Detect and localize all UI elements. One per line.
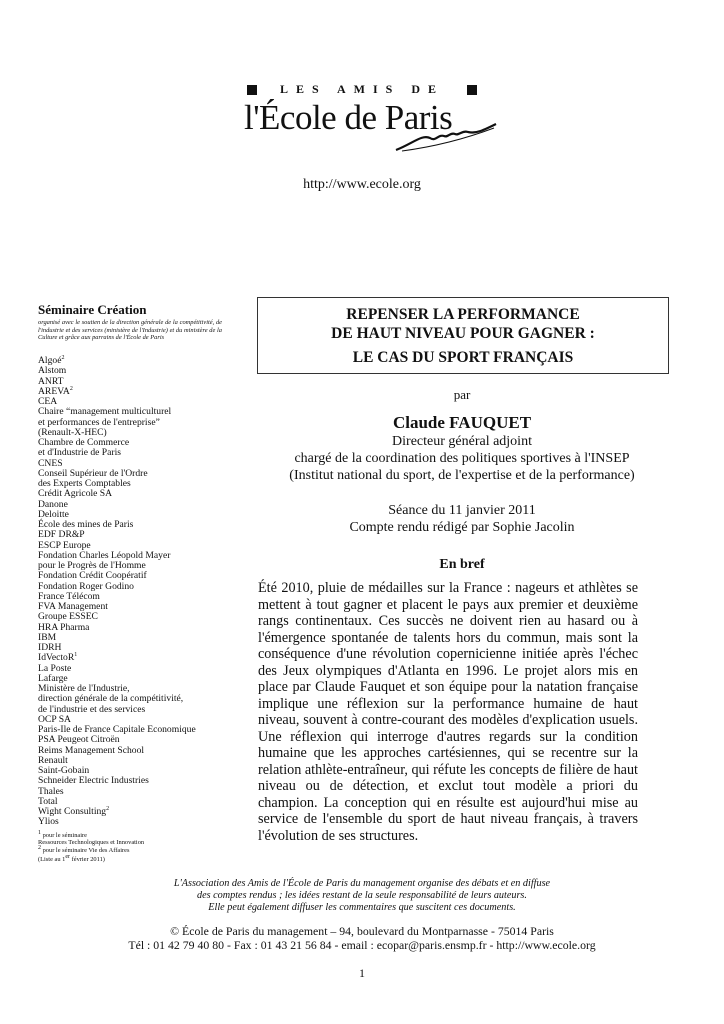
par-label: par	[453, 387, 471, 402]
sponsor-name: IdVectoR	[38, 652, 75, 664]
footnote-1-text: pour le séminaire	[42, 832, 87, 839]
seminar-description: organisé avec le soutien de la direction générale de la compétitivité, de l'industrie et des services (ministère de l'Industrie) et du ministère de la Culture et grâce aux parrains de l'École de Paris	[38, 319, 222, 342]
sponsor-item	[38, 387, 238, 397]
sponsor-item	[38, 787, 238, 797]
sponsor-item	[38, 807, 238, 817]
sponsor-name: Renault	[38, 754, 68, 766]
sponsor-item	[38, 776, 238, 786]
sponsor-name: des Experts Comptables	[38, 478, 131, 489]
sponsor-name: IDRH	[38, 642, 62, 653]
footer-contact: Tél : 01 42 79 40 80 - Fax : 01 43 21 56 84 - email : ecopar@paris.ensmp.fr - http://www.ecole.org	[128, 938, 596, 952]
sponsor-item	[38, 448, 238, 458]
sponsor-name: Fondation Charles Léopold Mayer	[38, 549, 171, 561]
seance-date: Séance du 11 janvier 2011	[388, 503, 536, 518]
sponsor-name: Paris-Ile de France Capitale Economique	[38, 724, 196, 735]
title-line-2: DE HAUT NIVEAU POUR GAGNER :	[331, 325, 595, 342]
sponsor-name: HRA Pharma	[38, 621, 90, 633]
header-url[interactable]: http://www.ecole.org	[303, 177, 421, 192]
sponsor-footnote-mark: 2	[69, 385, 73, 392]
sponsor-item	[38, 489, 238, 499]
sponsor-footnote-mark: 2	[61, 354, 65, 361]
sponsor-footnote-mark: 1	[74, 652, 78, 659]
sponsor-name: Chambre de Commerce	[38, 437, 130, 448]
list-date-sup: er	[65, 853, 71, 860]
report-author: Compte rendu rédigé par Sophie Jacolin	[349, 520, 575, 535]
sponsor-name: ESCP Europe	[38, 539, 91, 551]
sponsor-item	[38, 746, 238, 756]
sponsor-name: EDF DR&P	[38, 529, 85, 541]
author-role-3: (Institut national du sport, de l'expertise et de la performance)	[289, 468, 635, 483]
page-number: 1	[359, 966, 365, 980]
title-line-3: LE CAS DU SPORT FRANÇAIS	[352, 349, 574, 366]
assoc-line-2: des comptes rendus ; les idées restant de la seule responsabilité de leurs auteurs.	[197, 890, 527, 901]
square-left-icon	[247, 85, 257, 95]
sponsor-name: (Renault-X-HEC)	[38, 426, 107, 438]
sponsor-name: Deloitte	[38, 508, 69, 520]
sponsor-footnote-mark: 2	[106, 805, 110, 812]
footnote-2-mark: 2	[38, 844, 41, 851]
logo-swash-icon	[392, 120, 502, 156]
summary-text: Été 2010, pluie de médailles sur la France : nageurs et athlètes se mettent à tout gagner et placent le pays aux premier et deuxième rangs continentaux. Ces succès ne doivent rien au hasard ou à l'émergence spontanée de talents hors du commun, mais sont la conséquence d'une révolution copernicienne initiée après l'échec des Jeux olympiques d'Atlanta en 1996. Le projet alors mis en place par Claude Fauquet et son équipe pour la natation française implique une réflexion sur la performance humaine de haut niveau, souvent à contre-courant des modèles d'explication usuels. Une réflexion qui interroge d'autres regards sur la condition humaine que les approches cartésiennes, qui se recentre sur la relation athlète-entraîneur, qui réfute les concepts de filière de haut niveau ou de détection, et exclut tout modèle a priori du champion. La conception qui en résulte est aujourd'hui mise au service de l'ensemble du sport de haut niveau français, à travers l'évolution de ses structures.	[258, 580, 638, 844]
sponsor-item	[38, 817, 238, 827]
sponsor-name: AREVA	[38, 385, 70, 397]
sponsor-name: OCP SA	[38, 713, 71, 725]
sponsor-name: ANRT	[38, 375, 64, 387]
sponsor-name: Lafarge	[38, 672, 68, 684]
footnote-2-text: pour le séminaire Vie des Affaires	[42, 846, 130, 854]
title-line-1: REPENSER LA PERFORMANCE	[346, 306, 580, 323]
sponsor-name: PSA Peugeot Citroën	[38, 734, 120, 746]
author-name: Claude FAUQUET	[392, 413, 532, 432]
sponsor-name: Thales	[38, 785, 64, 797]
footnote-1-mark: 1	[38, 829, 41, 836]
sponsor-name: et d'Industrie de Paris	[38, 447, 121, 459]
logo-top-line	[247, 82, 477, 97]
sponsor-name: Wight Consulting	[38, 806, 107, 817]
logo-main-text: l'École de Paris	[244, 98, 453, 137]
sponsor-name: Ministère de l'Industrie,	[38, 683, 130, 694]
sponsor-name: Crédit Agricole SA	[38, 488, 113, 500]
sponsor-item	[38, 366, 238, 376]
sponsor-item	[38, 664, 238, 674]
author-role-2: chargé de la coordination des politiques sportives à l'INSEP	[294, 451, 630, 466]
sponsor-name: Chaire “management multiculturel	[38, 406, 172, 418]
list-date-pre: (Liste au 1	[38, 856, 66, 863]
sponsor-item	[38, 623, 238, 633]
sponsor-name: FVA Management	[38, 601, 108, 612]
sponsor-name: CNES	[38, 457, 63, 469]
seminar-title: Séminaire Création	[38, 302, 147, 317]
sponsor-list	[38, 356, 238, 828]
sponsor-name: Algoé	[38, 355, 62, 366]
sponsor-name: CEA	[38, 396, 58, 407]
footnote-1-text-2: Ressources Technologiques et Innovation	[38, 839, 145, 847]
footer-address: © École de Paris du management – 94, boulevard du Montparnasse - 75014 Paris	[170, 924, 554, 938]
sponsor-name: Groupe ESSEC	[38, 611, 98, 623]
footnote-1	[38, 829, 145, 854]
sponsor-name: Alstom	[38, 365, 67, 377]
sponsor-item	[38, 633, 238, 643]
sponsor-name: Conseil Supérieur de l'Ordre	[38, 467, 148, 479]
sponsor-item	[38, 356, 238, 366]
sponsor-name: Fondation Crédit Coopératif	[38, 570, 147, 582]
list-date	[38, 853, 105, 863]
author-role-1: Directeur général adjoint	[392, 434, 532, 449]
sponsor-name: pour le Progrès de l'Homme	[38, 560, 146, 571]
sponsor-name: direction générale de la compétitivité,	[38, 693, 184, 705]
sponsor-name: Reims Management School	[38, 744, 145, 756]
list-date-post: février 2011)	[70, 856, 105, 863]
sponsor-name: La Poste	[38, 662, 72, 674]
sponsor-name: Danone	[38, 498, 68, 510]
sponsor-name: et performances de l'entreprise”	[38, 416, 160, 428]
logo-small-text: LES AMIS DE	[279, 82, 445, 96]
square-right-icon	[467, 85, 477, 95]
sponsor-name: Schneider Electric Industries	[38, 775, 149, 787]
assoc-line-1: L'Association des Amis de l'École de Paris du management organise des débats et en diffuse	[173, 878, 551, 889]
sponsor-name: IBM	[38, 631, 57, 643]
sponsor-name: de l'industrie et des services	[38, 703, 146, 715]
summary-heading: En bref	[439, 557, 485, 572]
sponsor-name: Ylios	[38, 816, 59, 828]
sponsor-name: Fondation Roger Godino	[38, 580, 134, 592]
sponsor-name: Saint-Gobain	[38, 765, 90, 776]
sponsor-name: France Télécom	[38, 590, 100, 602]
sponsor-name: École des mines de Paris	[38, 519, 134, 530]
sponsor-name: Total	[38, 795, 58, 807]
assoc-line-3: Elle peut également diffuser les commentaires que suscitent ces documents.	[208, 902, 516, 913]
